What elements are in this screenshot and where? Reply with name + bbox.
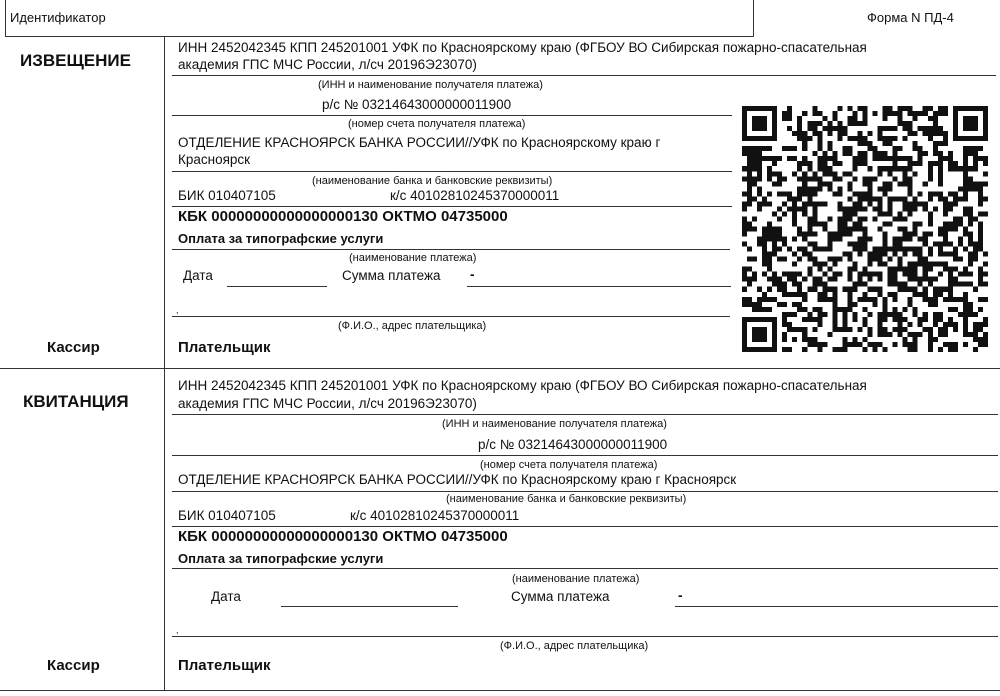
notice-bik: БИК 010407105 [178,188,276,203]
receipt-payer-caption: (Ф.И.О., адрес плательщика) [500,640,649,652]
receipt-payer-label: Плательщик [178,657,271,674]
receipt-bank-caption: (наименование банка и банковские реквизиты) [446,493,687,505]
receipt-purpose-caption: (наименование платежа) [512,573,640,585]
identifier-label: Идентификатор [10,10,106,25]
form-label: Форма N ПД-4 [867,10,954,25]
receipt-bik: БИК 010407105 [178,508,276,523]
receipt-recipient-caption: (ИНН и наименование получателя платежа) [442,418,667,430]
vertical-divider [164,37,165,690]
line [172,75,996,76]
line [172,414,998,415]
notice-ks: к/с 40102810245370000011 [390,188,560,203]
notice-bank-line1: ОТДЕЛЕНИЕ КРАСНОЯРСК БАНКА РОССИИ//УФК по Красноярскому краю г [178,135,661,150]
line [172,171,732,172]
notice-account: р/с № 03214643000000011900 [322,97,512,112]
notice-date-field[interactable] [227,286,327,287]
receipt-recipient-line2: академия ГПС МЧС России, л/сч 20196Э23070) [178,396,477,411]
line [172,455,998,456]
notice-title: ИЗВЕЩЕНИЕ [20,51,131,70]
notice-payer-label: Плательщик [178,339,271,356]
receipt-sum-label: Сумма платежа [511,589,610,604]
section-divider [0,368,1000,369]
notice-sum-field[interactable] [467,286,731,287]
notice-sum-label: Сумма платежа [342,268,441,283]
notice-sum-value: - [470,267,475,282]
notice-purpose-caption: (наименование платежа) [349,252,477,264]
receipt-recipient-line1: ИНН 2452042345 КПП 245201001 УФК по Красноярскому краю (ФГБОУ ВО Сибирская пожарно-спасательная [178,378,867,393]
notice-date-label: Дата [183,268,213,283]
notice-cashier: Кассир [47,339,100,356]
line [172,526,998,527]
receipt-account: р/с № 03214643000000011900 [478,437,668,452]
notice-bank-line2: Красноярск [178,152,251,167]
receipt-purpose: Оплата за типографские услуги [178,551,384,566]
bottom-border [0,690,1000,691]
receipt-bank-line1: ОТДЕЛЕНИЕ КРАСНОЯРСК БАНКА РОССИИ//УФК по Красноярскому краю г Красноярск [178,472,737,487]
notice-purpose: Оплата за типографские услуги [178,231,384,246]
line [172,568,998,569]
receipt-sum-field[interactable] [675,606,998,607]
line [172,206,732,207]
receipt-kbk: КБК 00000000000000000130 ОКТМО 04735000 [178,528,508,545]
notice-kbk: КБК 00000000000000000130 ОКТМО 04735000 [178,208,508,225]
notice-payer-value: , [176,305,179,315]
receipt-cashier: Кассир [47,657,100,674]
receipt-payer-field[interactable] [172,636,998,637]
receipt-payer-value: , [176,625,179,635]
notice-recipient-caption: (ИНН и наименование получателя платежа) [318,79,543,91]
receipt-sum-value: - [678,588,683,603]
notice-payer-caption: (Ф.И.О., адрес плательщика) [338,320,487,332]
notice-payer-field[interactable] [172,316,730,317]
receipt-title: КВИТАНЦИЯ [23,392,129,411]
receipt-account-caption: (номер счета получателя платежа) [480,459,658,471]
qr-code [742,106,988,352]
notice-recipient-line2: академия ГПС МЧС России, л/сч 20196Э23070) [178,57,477,72]
receipt-ks: к/с 40102810245370000011 [350,508,520,523]
notice-recipient-line1: ИНН 2452042345 КПП 245201001 УФК по Красноярскому краю (ФГБОУ ВО Сибирская пожарно-спасательная [178,40,867,55]
notice-bank-caption: (наименование банка и банковские реквизиты) [312,175,553,187]
notice-account-caption: (номер счета получателя платежа) [348,118,526,130]
receipt-date-label: Дата [211,589,241,604]
receipt-date-field[interactable] [281,606,458,607]
identifier-box [5,0,754,37]
